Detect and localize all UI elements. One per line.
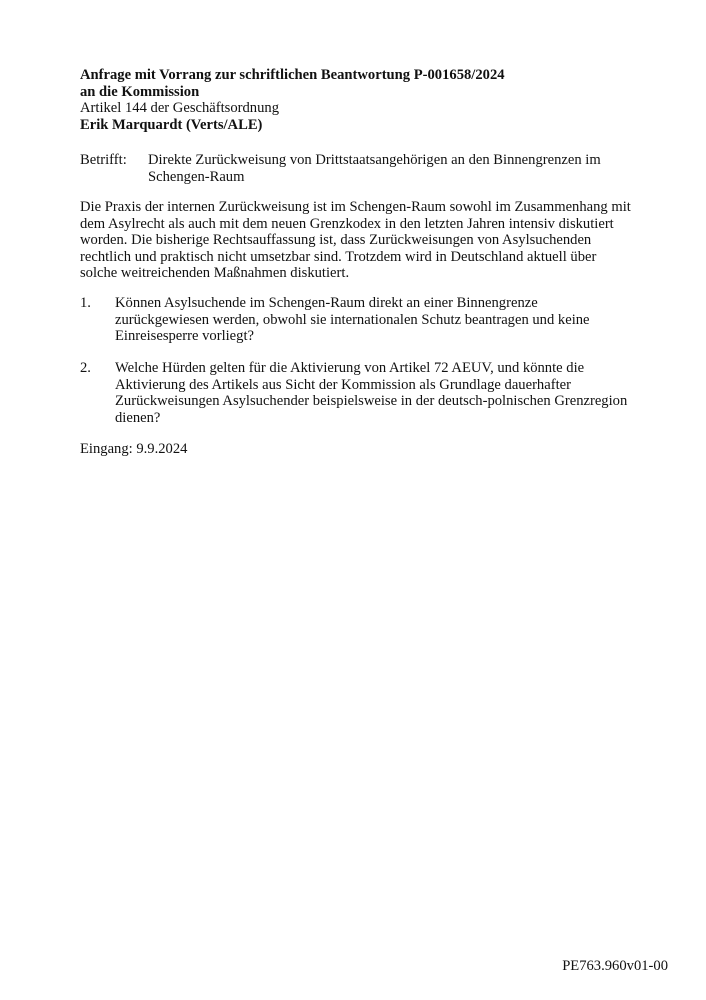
subject-label: Betrifft: <box>80 152 127 168</box>
received-date: Eingang: 9.9.2024 <box>80 441 188 457</box>
intro-line: rechtlich und praktisch nicht umsetzbar sind. Trotzdem wird in Deutschland aktuell über <box>80 248 597 265</box>
intro-line: worden. Die bisherige Rechtsauffassung ist, dass Zurückweisungen von Asylsuchenden <box>80 232 592 248</box>
intro-line: Die Praxis der internen Zurückweisung ist im Schengen-Raum sowohl im Zusammenhang mit <box>80 199 631 215</box>
question-line: Zurückweisungen Asylsuchender beispielsweise in der deutsch-polnischen Grenzregion <box>115 393 628 409</box>
question-line: Aktivierung des Artikels aus Sicht der Kommission als Grundlage dauerhafter <box>115 376 571 393</box>
question-number: 1. <box>80 295 91 311</box>
document-reference: PE763.960v01-00 <box>562 958 668 974</box>
intro-line: dem Asylrecht als auch mit dem neuen Grenzkodex in den letzten Jahren intensiv diskutiert <box>80 215 614 232</box>
subject-text <box>148 152 648 185</box>
document-header <box>80 67 640 133</box>
question-text <box>115 360 628 426</box>
question-line: Können Asylsuchende im Schengen-Raum direkt an einer Binnengrenze <box>115 295 538 311</box>
question-text <box>115 295 625 345</box>
document-addressee: an die Kommission <box>80 83 200 100</box>
question-line: zurückgewiesen werden, obwohl sie internationalen Schutz beantragen und keine <box>115 311 590 328</box>
subject-line: Schengen-Raum <box>148 168 245 185</box>
intro-paragraph <box>80 199 631 282</box>
question-number: 2. <box>80 360 91 376</box>
question-line: Einreisesperre vorliegt? <box>115 328 254 344</box>
author-name: Erik Marquardt (Verts/ALE) <box>80 116 263 133</box>
document-title: Anfrage mit Vorrang zur schriftlichen Beantwortung P-001658/2024 <box>80 67 505 83</box>
procedure-rule: Artikel 144 der Geschäftsordnung <box>80 100 279 116</box>
question-line: dienen? <box>115 409 161 426</box>
subject-line: Direkte Zurückweisung von Drittstaatsangehörigen an den Binnengrenzen im <box>148 152 601 168</box>
intro-line: solche weitreichenden Maßnahmen diskutiert. <box>80 265 350 281</box>
question-line: Welche Hürden gelten für die Aktivierung von Artikel 72 AEUV, und könnte die <box>115 360 585 376</box>
